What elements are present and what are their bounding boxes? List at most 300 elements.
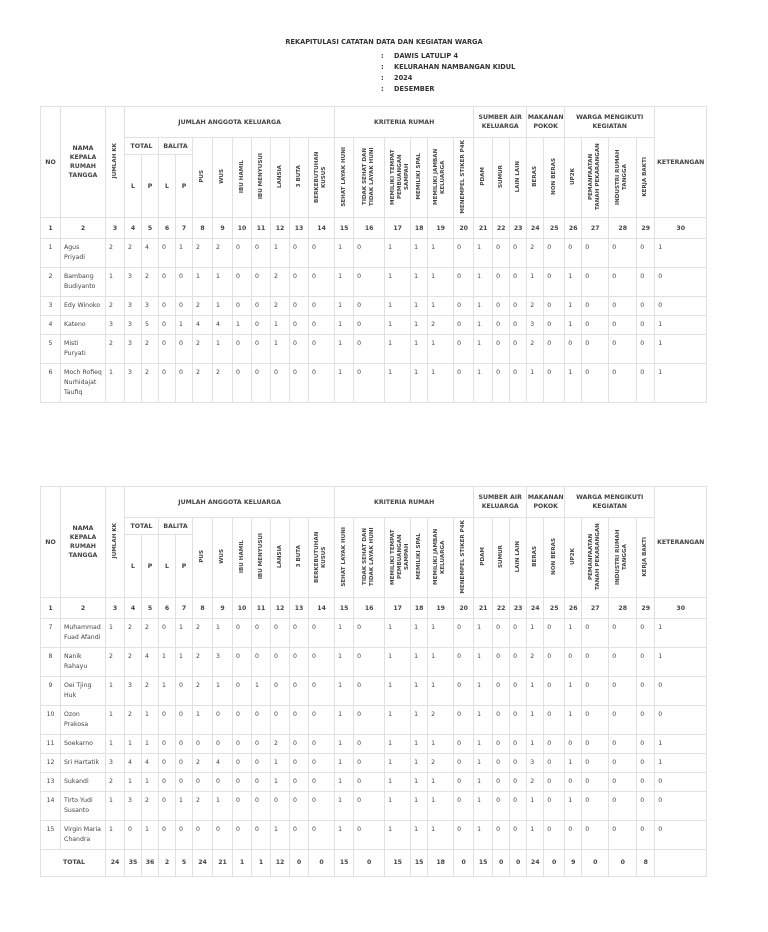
column-number: 13 bbox=[290, 218, 309, 239]
row-cell: 0 bbox=[454, 316, 474, 335]
row-cell: 1 bbox=[106, 364, 125, 403]
col-non-beras bbox=[544, 138, 565, 218]
row-cell: 0 bbox=[544, 773, 565, 792]
row-cell: 14 bbox=[41, 792, 61, 821]
col-wus-label: WUS bbox=[219, 549, 225, 564]
totals-cell: 0 bbox=[510, 850, 527, 877]
column-number: 13 bbox=[290, 598, 309, 619]
row-cell: 3 bbox=[125, 297, 142, 316]
row-name: Oei Tjing Huk bbox=[61, 677, 106, 706]
col-nama-label: NAMA KEPALA RUMAH TANGGA bbox=[68, 145, 98, 179]
group-kriteria: KRITERIA RUMAH bbox=[335, 487, 474, 518]
table-row bbox=[41, 754, 707, 773]
row-cell: 0 bbox=[544, 821, 565, 850]
row-cell: 1 bbox=[213, 268, 233, 297]
row-name: Tirto Yudi Susanto bbox=[61, 792, 106, 821]
row-cell: 0 bbox=[565, 648, 582, 677]
row-cell: 1 bbox=[335, 297, 354, 316]
row-cell: 0 bbox=[354, 268, 385, 297]
row-cell: 0 bbox=[637, 735, 655, 754]
col-jamban bbox=[428, 138, 454, 218]
row-cell: 1 bbox=[411, 773, 428, 792]
row-cell: 1 bbox=[385, 316, 411, 335]
row-cell: 0 bbox=[493, 706, 510, 735]
row-cell: 0 bbox=[309, 648, 335, 677]
row-cell: 0 bbox=[510, 773, 527, 792]
row-cell: 2 bbox=[213, 239, 233, 268]
table-row bbox=[41, 316, 707, 335]
row-cell: 5 bbox=[41, 335, 61, 364]
col-ibu-menyusui-label: IBU MENYUSUI bbox=[257, 533, 264, 580]
column-number: 19 bbox=[428, 218, 454, 239]
row-cell: 1 bbox=[565, 792, 582, 821]
col-wus-label: WUS bbox=[219, 169, 225, 184]
col-pus-label: PUS bbox=[199, 550, 205, 563]
col-spal bbox=[411, 138, 428, 218]
col-tidak-sehat bbox=[354, 138, 385, 218]
table-row bbox=[41, 239, 707, 268]
row-cell: 0 bbox=[582, 821, 609, 850]
row-cell: 1 bbox=[655, 619, 707, 648]
row-cell: 3 bbox=[41, 297, 61, 316]
row-name: Moch Rofieq Nurhidajat Taufiq bbox=[61, 364, 106, 403]
column-number: 9 bbox=[213, 598, 233, 619]
row-cell: 1 bbox=[125, 773, 142, 792]
row-cell: 1 bbox=[176, 648, 193, 677]
col-lain-label: LAIN LAIN bbox=[514, 540, 521, 573]
row-cell: 1 bbox=[335, 792, 354, 821]
row-cell: 0 bbox=[565, 773, 582, 792]
col-sampah bbox=[385, 518, 411, 598]
row-cell: 0 bbox=[309, 773, 335, 792]
table-row bbox=[41, 297, 707, 316]
row-cell: 0 bbox=[609, 677, 637, 706]
col-buta-label: 3 BUTA bbox=[295, 545, 302, 568]
row-cell: 1 bbox=[335, 773, 354, 792]
row-cell: 0 bbox=[582, 754, 609, 773]
row-cell: 0 bbox=[159, 297, 176, 316]
row-cell: 0 bbox=[271, 648, 290, 677]
totals-cell: 15 bbox=[411, 850, 428, 877]
row-cell: 1 bbox=[213, 297, 233, 316]
row-name: Soekarno bbox=[61, 735, 106, 754]
row-cell: 1 bbox=[335, 239, 354, 268]
row-cell: 0 bbox=[252, 239, 271, 268]
row-cell: 1 bbox=[271, 821, 290, 850]
row-cell: 3 bbox=[106, 754, 125, 773]
col-no: NO bbox=[41, 487, 61, 598]
row-cell: 0 bbox=[493, 821, 510, 850]
row-cell: 0 bbox=[510, 239, 527, 268]
row-cell: 3 bbox=[125, 792, 142, 821]
col-kerja-bakti bbox=[637, 518, 655, 598]
column-number: 7 bbox=[176, 598, 193, 619]
row-cell: 0 bbox=[309, 268, 335, 297]
row-cell: 1 bbox=[385, 773, 411, 792]
row-cell: 2 bbox=[213, 364, 233, 403]
row-cell: 0 bbox=[454, 364, 474, 403]
row-cell: 0 bbox=[655, 792, 707, 821]
row-cell: 1 bbox=[252, 677, 271, 706]
col-beras bbox=[527, 518, 544, 598]
row-cell: 1 bbox=[106, 821, 125, 850]
row-cell: 1 bbox=[193, 268, 213, 297]
row-cell: 0 bbox=[544, 677, 565, 706]
row-cell: 1 bbox=[527, 364, 544, 403]
col-stiker-label: MENEMPEL STIKER P4K bbox=[460, 519, 467, 594]
row-cell: 0 bbox=[493, 335, 510, 364]
col-pemanfaatan-label: PEMANFAATAN TANAH PEKARANGAN bbox=[587, 143, 601, 210]
row-name: Agus Priyadi bbox=[61, 239, 106, 268]
row-cell: 0 bbox=[493, 364, 510, 403]
table-row bbox=[41, 792, 707, 821]
row-cell: 0 bbox=[233, 677, 252, 706]
totals-cell: 12 bbox=[271, 850, 290, 877]
row-cell: 0 bbox=[609, 316, 637, 335]
row-cell: 0 bbox=[637, 335, 655, 364]
col-berkebutuhan-label: BERKEBUTUHAN KUSUS bbox=[314, 530, 328, 583]
row-cell: 0 bbox=[637, 821, 655, 850]
row-cell: 0 bbox=[582, 364, 609, 403]
row-cell: 1 bbox=[106, 735, 125, 754]
col-up2k bbox=[565, 518, 582, 598]
row-cell: 0 bbox=[233, 619, 252, 648]
col-ibu-menyusui bbox=[252, 518, 271, 598]
col-lansia bbox=[271, 518, 290, 598]
row-cell: 0 bbox=[637, 677, 655, 706]
row-cell: 0 bbox=[213, 735, 233, 754]
row-cell: 0 bbox=[233, 773, 252, 792]
column-number: 27 bbox=[582, 598, 609, 619]
row-cell: 0 bbox=[454, 754, 474, 773]
row-cell: 1 bbox=[655, 239, 707, 268]
sub-balita: BALITA bbox=[159, 138, 193, 155]
row-cell: 2 bbox=[527, 239, 544, 268]
row-cell: 0 bbox=[193, 773, 213, 792]
col-sampah-label: MEMILIKI TEMPAT PEMBUANGAN SAMPAH bbox=[390, 148, 411, 205]
row-cell: 15 bbox=[41, 821, 61, 850]
col-stiker-label: MENEMPEL STIKER P4K bbox=[460, 139, 467, 214]
row-cell: 0 bbox=[159, 773, 176, 792]
row-cell: 0 bbox=[637, 364, 655, 403]
row-cell: 1 bbox=[271, 754, 290, 773]
row-cell: 0 bbox=[493, 648, 510, 677]
col-stiker bbox=[454, 518, 474, 598]
col-buta bbox=[290, 138, 309, 218]
row-cell: 0 bbox=[233, 297, 252, 316]
row-cell: 0 bbox=[582, 773, 609, 792]
column-number: 4 bbox=[125, 598, 142, 619]
row-cell: 1 bbox=[335, 619, 354, 648]
row-cell: 0 bbox=[637, 754, 655, 773]
row-cell: 0 bbox=[510, 648, 527, 677]
col-industri-label: INDUSTRI RUMAH TANGGA bbox=[615, 148, 629, 205]
row-cell: 1 bbox=[428, 792, 454, 821]
row-cell: 0 bbox=[510, 706, 527, 735]
row-cell: 3 bbox=[527, 754, 544, 773]
column-number: 20 bbox=[454, 218, 474, 239]
column-number: 30 bbox=[655, 598, 707, 619]
column-number: 9 bbox=[213, 218, 233, 239]
header-row-groups bbox=[41, 107, 707, 138]
column-number: 28 bbox=[609, 598, 637, 619]
row-cell: 0 bbox=[609, 335, 637, 364]
row-cell: 1 bbox=[655, 316, 707, 335]
column-number: 27 bbox=[582, 218, 609, 239]
row-cell: 0 bbox=[159, 792, 176, 821]
row-cell: 0 bbox=[354, 316, 385, 335]
column-number: 29 bbox=[637, 598, 655, 619]
col-up2k bbox=[565, 138, 582, 218]
row-cell: 0 bbox=[637, 268, 655, 297]
row-cell: 1 bbox=[125, 735, 142, 754]
row-cell: 0 bbox=[655, 706, 707, 735]
column-number: 2 bbox=[61, 598, 106, 619]
table-row bbox=[41, 364, 707, 403]
row-cell: 0 bbox=[309, 335, 335, 364]
row-cell: 1 bbox=[474, 821, 493, 850]
row-cell: 1 bbox=[428, 677, 454, 706]
row-cell: 0 bbox=[233, 706, 252, 735]
row-cell: 0 bbox=[510, 364, 527, 403]
row-cell: 1 bbox=[385, 619, 411, 648]
row-cell: 1 bbox=[213, 792, 233, 821]
col-sumur bbox=[493, 518, 510, 598]
col-spal bbox=[411, 518, 428, 598]
row-cell: 0 bbox=[233, 821, 252, 850]
row-cell: 0 bbox=[233, 335, 252, 364]
row-cell: 1 bbox=[213, 677, 233, 706]
row-cell: 1 bbox=[565, 706, 582, 735]
row-cell: 0 bbox=[309, 677, 335, 706]
recap-table-page-1 bbox=[40, 106, 707, 403]
sub-balita-l: L bbox=[159, 535, 176, 598]
table-row bbox=[41, 821, 707, 850]
col-ibu-hamil-label: IBU HAMIL bbox=[238, 159, 245, 194]
row-cell: 3 bbox=[125, 364, 142, 403]
column-number: 6 bbox=[159, 598, 176, 619]
col-spal-label: MEMILIKI SPAL bbox=[415, 153, 422, 200]
row-cell: 0 bbox=[252, 773, 271, 792]
row-cell: 1 bbox=[176, 239, 193, 268]
row-cell: 0 bbox=[565, 821, 582, 850]
row-cell: 1 bbox=[411, 648, 428, 677]
column-number: 15 bbox=[335, 598, 354, 619]
row-cell: 0 bbox=[290, 316, 309, 335]
row-cell: 0 bbox=[493, 792, 510, 821]
row-cell: 0 bbox=[565, 335, 582, 364]
row-cell: 0 bbox=[544, 648, 565, 677]
row-cell: 0 bbox=[176, 335, 193, 364]
row-cell: 0 bbox=[176, 364, 193, 403]
row-cell: 0 bbox=[193, 821, 213, 850]
header-row-sub bbox=[41, 518, 707, 535]
row-cell: 2 bbox=[106, 239, 125, 268]
row-cell: 4 bbox=[193, 316, 213, 335]
row-cell: 1 bbox=[474, 316, 493, 335]
col-non-beras-label: NON BERAS bbox=[550, 158, 557, 195]
column-number: 17 bbox=[385, 218, 411, 239]
col-nama bbox=[61, 487, 106, 598]
row-cell: 3 bbox=[125, 335, 142, 364]
row-cell: 1 bbox=[385, 706, 411, 735]
col-industri bbox=[609, 518, 637, 598]
row-cell: 1 bbox=[385, 677, 411, 706]
row-cell: 0 bbox=[655, 677, 707, 706]
column-number: 2 bbox=[61, 218, 106, 239]
totals-cell: 24 bbox=[527, 850, 544, 877]
table-row bbox=[41, 619, 707, 648]
row-cell: 0 bbox=[493, 316, 510, 335]
row-cell: 1 bbox=[335, 316, 354, 335]
row-cell: 1 bbox=[159, 677, 176, 706]
row-cell: 0 bbox=[493, 754, 510, 773]
row-cell: 1 bbox=[411, 706, 428, 735]
row-cell: 0 bbox=[159, 821, 176, 850]
col-tidak-sehat-label: TIDAK SEHAT DAN TIDAK LAYAK HUNI bbox=[361, 527, 375, 586]
sub-balita: BALITA bbox=[159, 518, 193, 535]
row-cell: 0 bbox=[159, 239, 176, 268]
header-row-groups bbox=[41, 487, 707, 518]
col-wus bbox=[213, 518, 233, 598]
row-cell: 0 bbox=[159, 316, 176, 335]
row-cell: 0 bbox=[454, 335, 474, 364]
row-cell: 1 bbox=[474, 792, 493, 821]
row-cell: 12 bbox=[41, 754, 61, 773]
column-number: 22 bbox=[493, 218, 510, 239]
row-cell: 0 bbox=[510, 268, 527, 297]
row-cell: 0 bbox=[655, 821, 707, 850]
row-cell: 0 bbox=[290, 297, 309, 316]
row-cell: 1 bbox=[159, 648, 176, 677]
row-cell: 0 bbox=[252, 297, 271, 316]
row-cell: 0 bbox=[309, 706, 335, 735]
row-cell: 0 bbox=[193, 735, 213, 754]
row-cell: 1 bbox=[385, 792, 411, 821]
row-cell: 3 bbox=[125, 316, 142, 335]
column-number: 10 bbox=[233, 598, 252, 619]
row-cell: 2 bbox=[193, 297, 213, 316]
col-jumlah-kk bbox=[106, 487, 125, 598]
row-cell: 1 bbox=[428, 268, 454, 297]
row-cell: 0 bbox=[290, 821, 309, 850]
row-cell: 0 bbox=[354, 821, 385, 850]
row-cell: 1 bbox=[428, 773, 454, 792]
row-cell: 2 bbox=[142, 792, 159, 821]
row-cell: 1 bbox=[385, 821, 411, 850]
totals-cell: 0 bbox=[454, 850, 474, 877]
row-cell: 1 bbox=[655, 364, 707, 403]
column-number: 8 bbox=[193, 598, 213, 619]
group-kegiatan: WARGA MENGIKUTI KEGIATAN bbox=[565, 487, 655, 518]
row-cell: 2 bbox=[193, 335, 213, 364]
row-cell: 3 bbox=[213, 648, 233, 677]
row-cell: 0 bbox=[176, 706, 193, 735]
table-row bbox=[41, 677, 707, 706]
col-kerja-bakti bbox=[637, 138, 655, 218]
row-cell: 0 bbox=[252, 648, 271, 677]
row-cell: 1 bbox=[565, 754, 582, 773]
row-cell: 0 bbox=[354, 364, 385, 403]
row-cell: 0 bbox=[233, 754, 252, 773]
row-cell: 1 bbox=[335, 706, 354, 735]
totals-cell: 2 bbox=[159, 850, 176, 877]
row-cell: 0 bbox=[544, 364, 565, 403]
row-cell: 0 bbox=[609, 821, 637, 850]
totals-cell: 0 bbox=[354, 850, 385, 877]
row-cell: 1 bbox=[385, 735, 411, 754]
column-number: 7 bbox=[176, 218, 193, 239]
col-sumur-label: SUMUR bbox=[497, 165, 504, 188]
row-cell: 0 bbox=[176, 677, 193, 706]
row-cell: 0 bbox=[582, 268, 609, 297]
row-cell: 1 bbox=[474, 773, 493, 792]
column-number: 16 bbox=[354, 598, 385, 619]
col-ibu-hamil bbox=[233, 518, 252, 598]
row-cell: 4 bbox=[142, 239, 159, 268]
totals-cell: 0 bbox=[609, 850, 637, 877]
row-cell: 1 bbox=[527, 821, 544, 850]
row-cell: 1 bbox=[142, 735, 159, 754]
row-cell: 1 bbox=[176, 316, 193, 335]
group-air: SUMBER AIR KELUARGA bbox=[474, 487, 527, 518]
row-cell: 10 bbox=[41, 706, 61, 735]
row-cell: 0 bbox=[252, 268, 271, 297]
row-cell: 1 bbox=[428, 821, 454, 850]
report-title: REKAPITULASI CATATAN DATA DAN KEGIATAN WARGA bbox=[285, 38, 483, 46]
sub-balita-l: L bbox=[159, 155, 176, 218]
sub-balita-p: P bbox=[176, 155, 193, 218]
row-cell: 0 bbox=[565, 735, 582, 754]
group-kriteria: KRITERIA RUMAH bbox=[335, 107, 474, 138]
row-cell: 0 bbox=[271, 364, 290, 403]
column-number: 11 bbox=[252, 598, 271, 619]
row-cell: 2 bbox=[106, 335, 125, 364]
row-cell: 0 bbox=[637, 316, 655, 335]
row-cell: 1 bbox=[106, 677, 125, 706]
row-cell: 0 bbox=[454, 648, 474, 677]
column-number: 24 bbox=[527, 218, 544, 239]
row-cell: 0 bbox=[510, 297, 527, 316]
sub-total: TOTAL bbox=[125, 518, 159, 535]
row-cell: 1 bbox=[527, 677, 544, 706]
row-cell: 1 bbox=[335, 677, 354, 706]
row-cell: 2 bbox=[193, 754, 213, 773]
row-cell: 0 bbox=[454, 773, 474, 792]
col-pemanfaatan bbox=[582, 518, 609, 598]
row-name: Edy Winoko bbox=[61, 297, 106, 316]
row-cell: 0 bbox=[354, 239, 385, 268]
row-cell: 0 bbox=[176, 821, 193, 850]
row-cell: 1 bbox=[428, 364, 454, 403]
row-cell: 2 bbox=[527, 773, 544, 792]
col-industri-label: INDUSTRI RUMAH TANGGA bbox=[615, 528, 629, 585]
column-number: 23 bbox=[510, 218, 527, 239]
row-cell: 0 bbox=[309, 735, 335, 754]
row-cell: 4 bbox=[142, 648, 159, 677]
table-row bbox=[41, 335, 707, 364]
row-cell: 4 bbox=[142, 754, 159, 773]
row-cell: 0 bbox=[454, 792, 474, 821]
row-cell: 0 bbox=[510, 754, 527, 773]
totals-cell: 15 bbox=[335, 850, 354, 877]
row-cell: 1 bbox=[233, 316, 252, 335]
row-cell: 0 bbox=[252, 706, 271, 735]
row-cell: 1 bbox=[474, 648, 493, 677]
row-cell: 2 bbox=[125, 619, 142, 648]
row-name: Nanik Rahayu bbox=[61, 648, 106, 677]
row-cell: 0 bbox=[290, 735, 309, 754]
